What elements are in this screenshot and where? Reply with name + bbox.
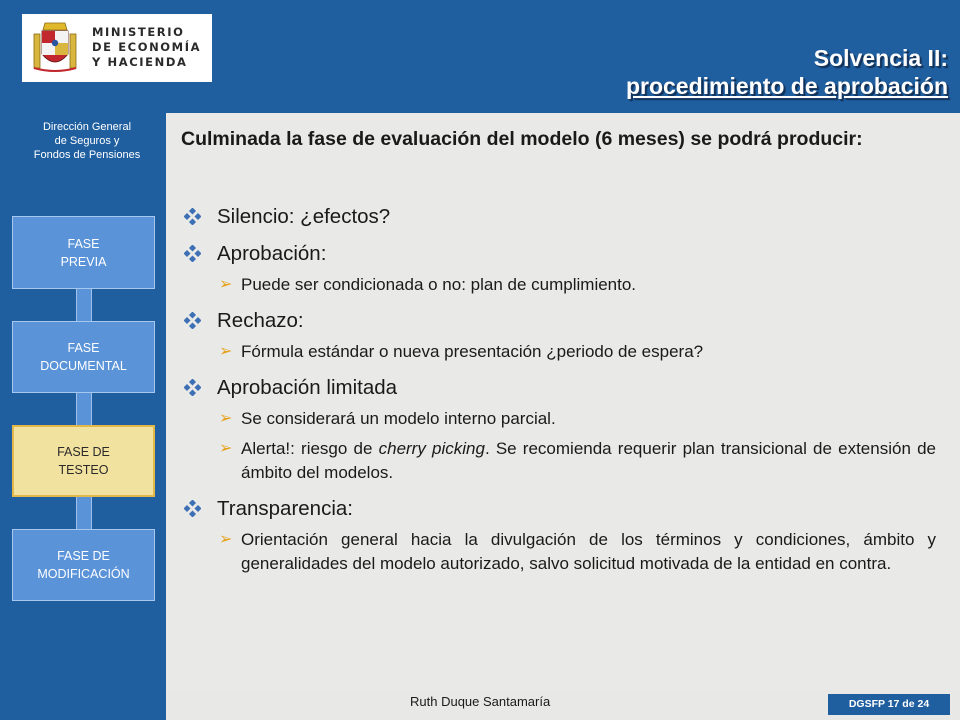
phase-label: TESTEO (58, 463, 109, 477)
phase-connector (76, 393, 92, 427)
ministry-name (92, 25, 201, 70)
page-number-badge: DGSFP 17 de 24 (828, 694, 950, 715)
phase-label: PREVIA (60, 254, 107, 269)
bullet-text: Aprobación: (217, 242, 327, 265)
arrow-bullet-icon: ➢ (219, 440, 233, 457)
main-heading: Culminada la fase de evaluación del modelo (6 meses) se podrá producir: (181, 128, 863, 150)
phase-label: DOCUMENTAL (40, 359, 127, 373)
slide-title-line2: procedimiento de aprobación (625, 73, 948, 99)
organization-line: de Seguros y (54, 135, 120, 147)
bullet-item (184, 376, 936, 400)
sub-bullet-text: Orientación general hacia la divulgación de los términos y condiciones, ámbito y generalidades del modelo autorizado, salvo solicitud motivada de la entidad en contra. (241, 530, 936, 573)
header-band (0, 0, 960, 113)
diamond-bullet-icon (184, 242, 201, 262)
phase-label: MODIFICACIÓN (37, 567, 130, 581)
phase-label: FASE (67, 236, 100, 251)
royal-crest-icon (30, 20, 80, 76)
diamond-bullet-icon (184, 309, 201, 329)
bullet-item (184, 309, 936, 333)
phase-label: FASE DE (57, 549, 110, 563)
ministry-line: Y HACIENDA (92, 55, 188, 69)
ministry-line: MINISTERIO (92, 25, 185, 39)
ministry-line: DE ECONOMÍA (92, 40, 202, 54)
slide-content (166, 113, 960, 690)
bullet-text: Transparencia: (217, 497, 353, 520)
phase-label: FASE DE (57, 445, 110, 459)
sub-bullet-text: Fórmula estándar o nueva presentación ¿periodo de espera? (241, 342, 704, 361)
sub-bullet-text: Puede ser condicionada o no: plan de cumplimiento. (241, 275, 637, 294)
sub-bullet-item (219, 528, 936, 576)
sub-bullet-item (219, 437, 936, 485)
bullet-list (184, 205, 936, 588)
slide-title-line1: Solvencia II: (813, 45, 948, 71)
organization-line: Dirección General (42, 121, 132, 133)
organization-name (0, 120, 174, 162)
bullet-text: Rechazo: (217, 309, 304, 332)
phase-box-modificacion (12, 529, 155, 601)
ministry-logo (22, 14, 212, 82)
phase-connector (76, 497, 92, 531)
bullet-item (184, 205, 936, 229)
sidebar (0, 113, 166, 720)
diamond-bullet-icon (184, 205, 201, 225)
organization-line: Fondos de Pensiones (33, 149, 141, 161)
arrow-bullet-icon: ➢ (219, 343, 233, 360)
arrow-bullet-icon: ➢ (219, 276, 233, 293)
diamond-bullet-icon (184, 497, 201, 517)
slide-title (626, 44, 948, 100)
bullet-text: Silencio: ¿efectos? (217, 205, 391, 228)
bullet-item (184, 497, 936, 521)
sub-bullet-text: Se considerará un modelo interno parcial. (241, 409, 556, 428)
sub-bullet-item (219, 407, 936, 431)
arrow-bullet-icon: ➢ (219, 531, 233, 548)
author-name: Ruth Duque Santamaría (410, 694, 551, 709)
sub-bullet-item (219, 273, 936, 297)
phase-connector (76, 289, 92, 323)
diamond-bullet-icon (184, 376, 201, 396)
bullet-text: Aprobación limitada (217, 376, 398, 399)
phase-box-documental (12, 321, 155, 393)
sub-bullet-text-alert: Alerta!: riesgo de cherry picking. Se recomienda requerir plan transicional de extensión de ámbito del modelos. (241, 439, 936, 482)
phase-label: FASE (67, 341, 100, 355)
arrow-bullet-icon: ➢ (219, 410, 233, 427)
sub-bullet-item (219, 340, 936, 364)
phase-box-testeo-active (12, 425, 155, 497)
bullet-item (184, 242, 936, 266)
phase-box-previa (12, 216, 155, 289)
